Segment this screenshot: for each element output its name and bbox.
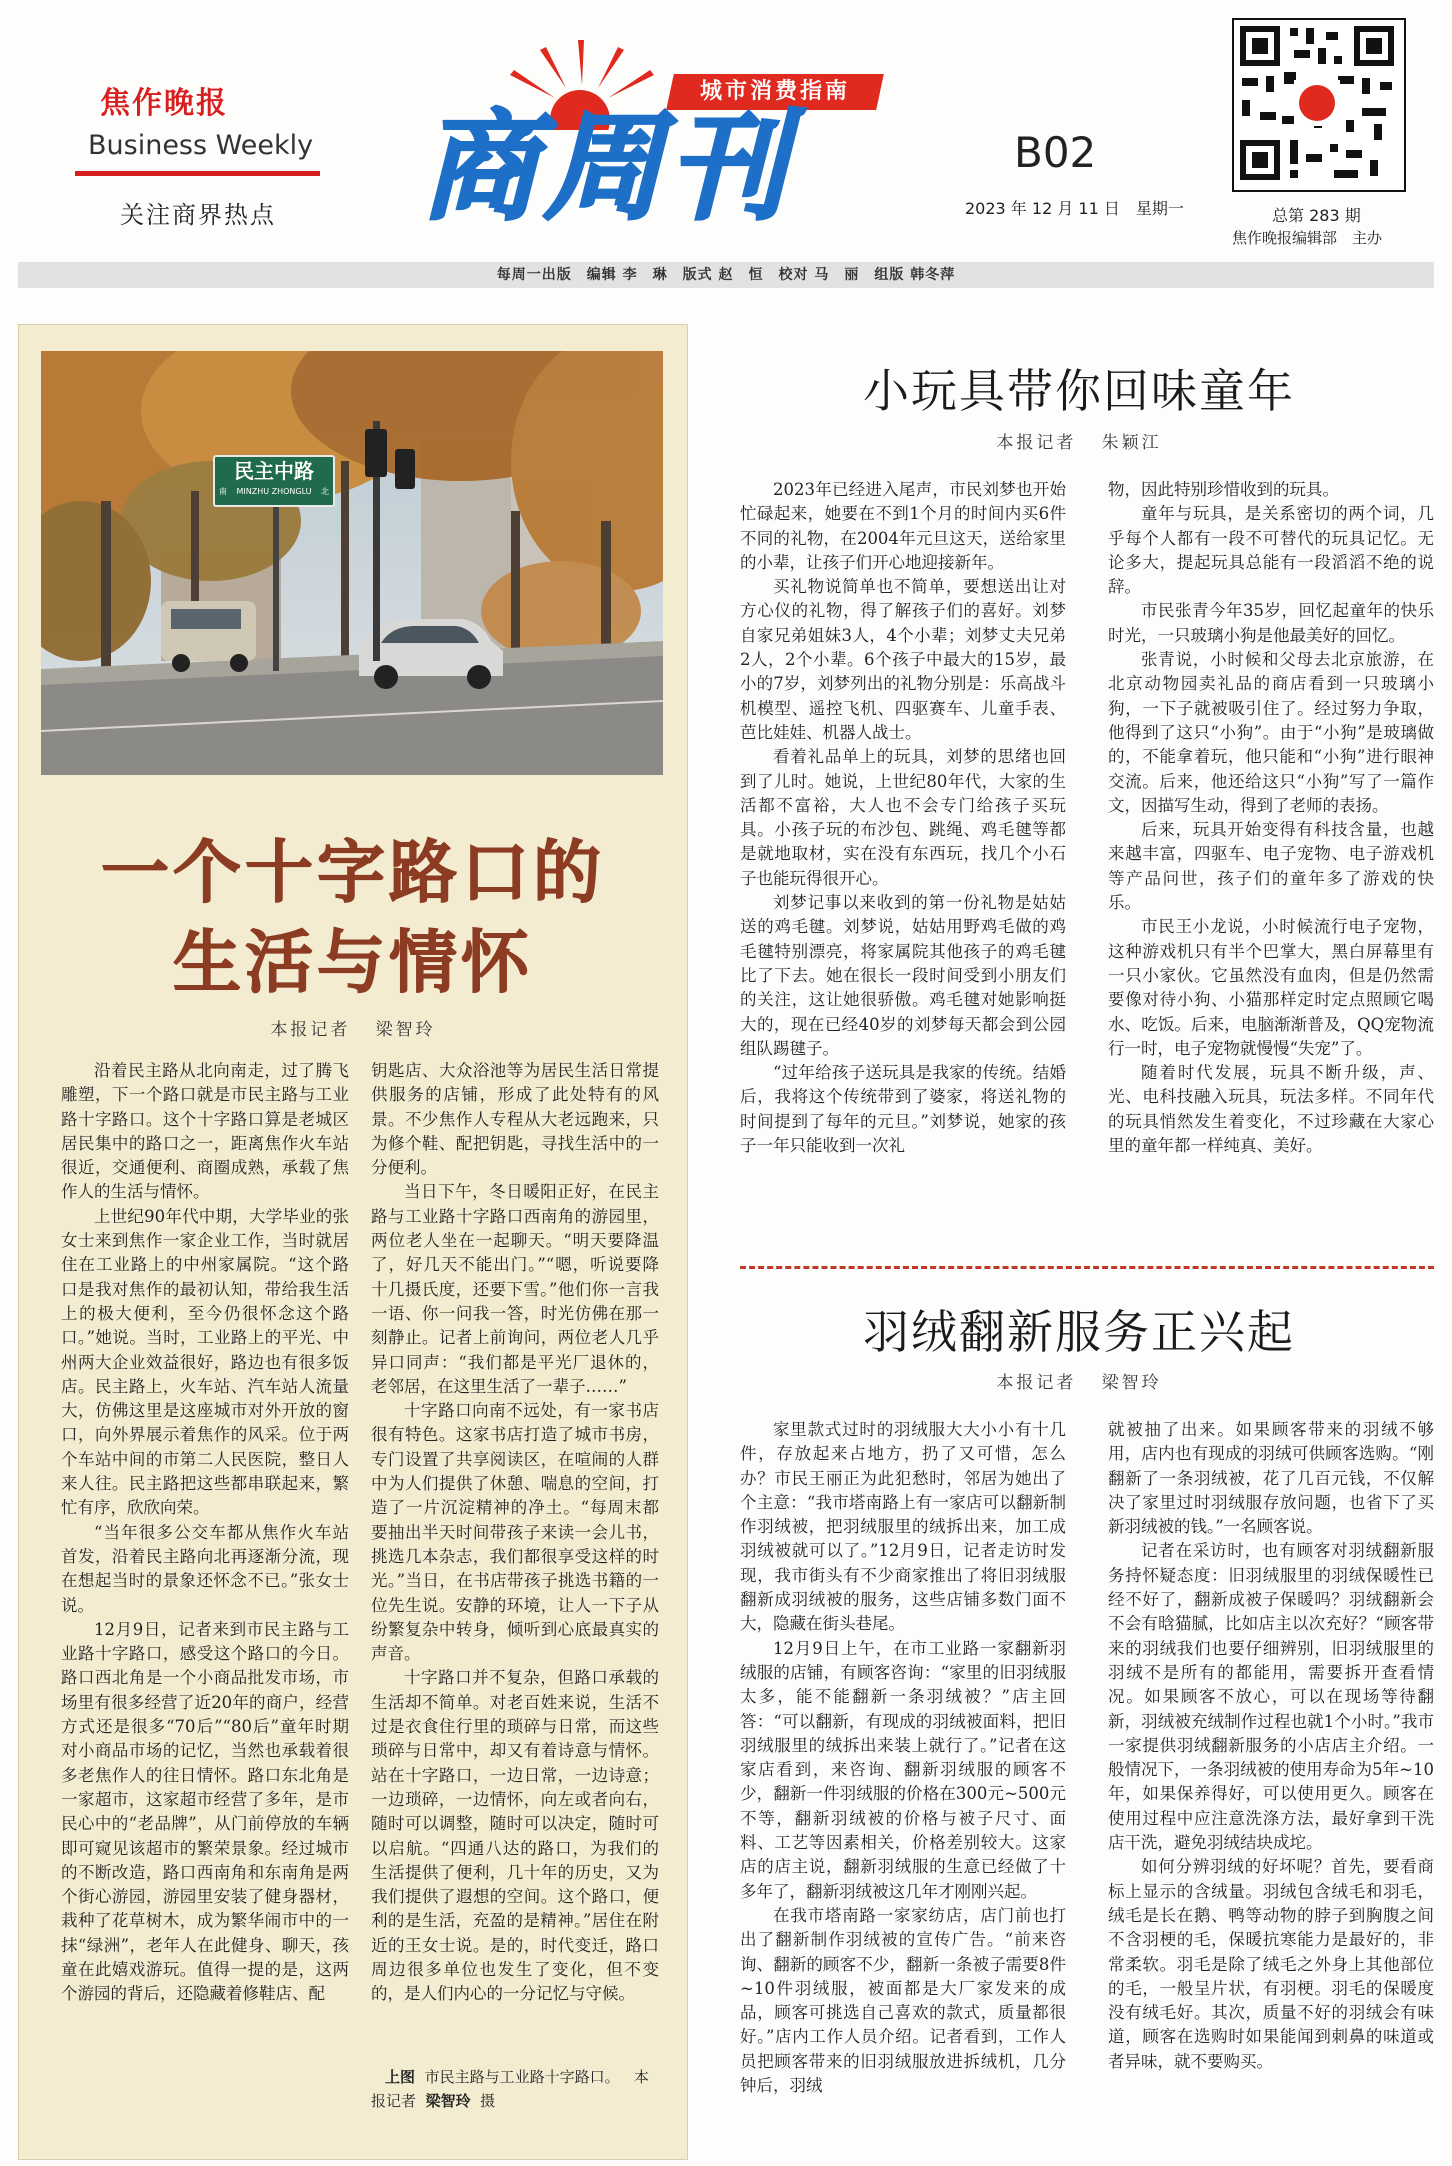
paragraph: 家里款式过时的羽绒服大大小小有十几件，存放起来占地方，扔了又可惜，怎么办？市民王丽正为此犯愁时，邻居为她出了个主意：“我市塔南路上有一家店可以翻新制作羽绒被，把羽绒服里的绒拆出来，加工成羽绒被就可以了。”12月9日，记者走访时发现，我市街头有不少商家推出了将旧羽绒服翻新成羽绒被的服务，这些店铺多数门面不大，隐藏在街头巷尾。	[740, 1420, 1066, 1634]
tagline: 关注商界热点	[120, 201, 276, 229]
street-sign	[213, 455, 335, 507]
feature-headline-line1: 一个十字路口的	[100, 834, 605, 913]
paragraph: 后来，玩具开始变得有科技含量，也越来越丰富，四驱车、电子宠物、电子游戏机等产品问世，孩子们的童年多了游戏的快乐。	[1108, 820, 1434, 913]
article-divider	[740, 1266, 1434, 1269]
paragraph: 2023年已经进入尾声，市民刘梦也开始忙碌起来，她要在不到1个月的时间内买6件不同的礼物，在2004年元旦这天，送给家里的小辈，让孩子们开心地迎接新年。	[740, 480, 1066, 572]
english-name: Business Weekly	[88, 130, 314, 161]
paragraph: 刘梦记事以来收到的第一份礼物是姑姑送的鸡毛毽。刘梦说，姑姑用野鸡毛做的鸡毛毽特别漂亮，将家属院其他孩子的鸡毛毽比了下去。她在很长一段时间受到小朋友们的关注，这让她很骄傲。鸡毛毽对她影响挺大的，现在已经40岁的刘梦每天都会到公园组队踢毽子。	[740, 893, 1066, 1058]
street-sign-en: MINZHU ZHONGLU	[236, 487, 312, 496]
article2-column-2	[1108, 1418, 1434, 2154]
feature-panel	[18, 324, 688, 2160]
paragraph: 在我市塔南路一家家纺店，店门前也打出了翻新制作羽绒被的宣传广告。“前来咨询、翻新的顾客不少，翻新一条被子需要8件~10件羽绒服，被面都是大厂家发来的成品，顾客可挑选自己喜欢的款式，质量都很好。”店内工作人员介绍。记者看到，工作人员把顾客带来的旧羽绒服放进拆绒机，几分钟后，羽绒	[740, 1905, 1066, 2096]
paragraph: 当日下午，冬日暖阳正好，在民主路与工业路十字路口西南角的游园里，两位老人坐在一起聊天。“明天要降温了，好几天不能出门。”“嗯，听说要降十几摄氏度，还要下雪。”他们你一言我一语、你一问我一答，时光仿佛在那一刻静止。记者上前询问，两位老人几乎异口同声：“我们都是平光厂退休的，老邻居，在这里生活了一辈子……”	[371, 1182, 659, 1396]
masthead	[0, 0, 1452, 285]
paragraph: “过年给孩子送玩具是我家的传统。结婚后，我将这个传统带到了婆家，将送礼物的时间提到了每年的元旦。”刘梦说，她家的孩子一年只能收到一次礼	[740, 1063, 1066, 1156]
paragraph: 就被抽了出来。如果顾客带来的羽绒不够用，店内也有现成的羽绒可供顾客选购。“刚翻新了一条羽绒被，花了几百元钱，不仅解决了家里过时羽绒服存放问题，也省下了买新羽绒被的钱。”一名顾客说。	[1108, 1420, 1434, 1537]
feature-column-2	[371, 1059, 659, 2061]
paragraph: 市民张青今年35岁，回忆起童年的快乐时光，一只玻璃小狗是他最美好的回忆。	[1108, 601, 1434, 645]
paragraph: 看着礼品单上的玩具，刘梦的思绪也回到了儿时。她说，上世纪80年代，大家的生活都不富裕，大人也不会专门给孩子买玩具。小孩子玩的布沙包、跳绳、鸡毛毽等都是就地取材，实在没有东西玩，找几个小石子也能玩得很开心。	[740, 747, 1066, 888]
logo-main-title: 商周刊	[420, 98, 793, 236]
article2-column-1	[740, 1418, 1066, 2154]
paragraph: “当年很多公交车都从焦作火车站首发，沿着民主路向北再逐渐分流，现在想起当时的景象还怀念不已。”张女士说。	[61, 1522, 349, 1615]
paragraph: 买礼物说简单也不简单，要想送出让对方心仪的礼物，得了解孩子们的喜好。刘梦自家兄弟姐妹3人，4个小辈；刘梦丈夫兄弟2人，2个小辈。6个孩子中最大的15岁，最小的7岁，刘梦列出的礼物分别是：乐高战斗机模型、遥控飞机、四驱赛车、儿童手表、芭比娃娃、机器人战士。	[740, 577, 1066, 742]
article1-column-1	[740, 478, 1066, 1248]
article2-byline: 本报记者 梁智玲	[996, 1373, 1162, 1393]
publisher: 焦作晚报编辑部 主办	[1232, 229, 1383, 247]
paragraph: 十字路口向南不远处，有一家书店很有特色。这家书店打造了城市书房，专门设置了共享阅读区，在喧闹的人群中为人们提供了休憩、喘息的空间，打造了一片沉淀精神的净土。“每周末都要抽出半天时间带孩子来读一会儿书，挑选几本杂志，我们都很享受这样的时光。”当日，在书店带孩子挑选书籍的一位先生说。安静的环境，让人一下子从纷繁复杂中转身，倾听到心底最真实的声音。	[371, 1401, 659, 1664]
paragraph: 上世纪90年代中期，大学毕业的张女士来到焦作一家企业工作，当时就居住在工业路上的中州家属院。“这个路口是我对焦作的最初认知，带给我生活上的极大便利，至今仍很怀念这个路口。”她说。当时，工业路上的平光、中州两大企业效益很好，路边也有很多饭店。民主路上，火车站、汽车站人流量大，仿佛这里是这座城市对外开放的窗口，向外界展示着焦作的风采。位于两个车站中间的市第二人民医院，整日人来人往。民主路把这些都串联起来，繁忙有序，欣欣向荣。	[61, 1206, 349, 1518]
paper-name: 焦作晚报	[100, 86, 228, 121]
paragraph: 随着时代发展，玩具不断升级，声、光、电科技融入玩具，玩法多样。不同年代的玩具悄然发生着变化，不过珍藏在大家心里的童年都一样纯真、美好。	[1108, 1063, 1434, 1156]
paragraph: 钥匙店、大众浴池等为居民生活日常提供服务的店铺，形成了此处特有的风景。不少焦作人专程从大老远跑来，只为修个鞋、配把钥匙，寻找生活中的一分便利。	[371, 1061, 659, 1178]
street-sign-north: 北	[321, 487, 329, 496]
street-sign-south: 南	[219, 487, 227, 496]
paragraph: 市民王小龙说，小时候流行电子宠物，这种游戏机只有半个巴掌大，黑白屏幕里有一只小家伙。它虽然没有血肉，但是仍然需要像对待小狗、小猫那样定时定点照顾它喝水、吃饭。后来，电脑渐渐普及，QQ宠物流行一时，电子宠物就慢慢“失宠”了。	[1108, 917, 1434, 1058]
page-number: B02	[1014, 128, 1097, 177]
article1-byline: 本报记者 朱颖江	[996, 433, 1162, 453]
paragraph: 12月9日，记者来到市民主路与工业路十字路口，感受这个路口的今日。路口西北角是一个小商品批发市场，市场里有很多经营了近20年的商户，经营方式还是很多“70后”“80后”童年时期对小商品市场的记忆，当然也承载着很多老焦作人的往日情怀。路口东北角是一家超市，这家超市经营了多年，是市民心中的“老品牌”，从门前停放的车辆即可窥见该超市的繁荣景象。经过城市的不断改造，路口西南角和东南角是两个街心游园，游园里安装了健身器材，栽种了花草树木，成为繁华闹市中的一抹“绿洲”，老年人在此健身、聊天，孩童在此嬉戏游玩。值得一提的是，这两个游园的背后，还隐藏着修鞋店、配	[61, 1619, 349, 2004]
paragraph: 12月9日上午，在市工业路一家翻新羽绒服的店铺，有顾客咨询：“家里的旧羽绒服太多，能不能翻新一条羽绒被？”店主回答：“可以翻新，有现成的羽绒被面料，把旧羽绒服里的绒拆出来装上就行了。”记者在这家店看到，来咨询、翻新羽绒服的顾客不少，翻新一件羽绒服的价格在300元~500元不等，翻新羽绒被的价格与被子尺寸、面料、工艺等因素相关，价格差别较大。这家店的店主说，翻新羽绒服的生意已经做了十多年了，翻新羽绒被这几年才刚刚兴起。	[740, 1638, 1066, 1901]
paragraph: 物，因此特别珍惜收到的玩具。	[1108, 480, 1339, 499]
feature-byline: 本报记者 梁智玲	[270, 1020, 436, 1040]
issue-number: 总第 283 期	[1272, 206, 1361, 225]
article2-title: 羽绒翻新服务正兴起	[863, 1305, 1295, 1359]
article1-column-2	[1108, 478, 1434, 1248]
street-photo	[41, 351, 663, 775]
article1-title: 小玩具带你回味童年	[863, 364, 1295, 418]
issue-date: 2023 年 12 月 11 日 星期一	[965, 199, 1184, 218]
paragraph: 童年与玩具，是关系密切的两个词，几乎每个人都有一段不可替代的玩具记忆。无论多大，提起玩具总能有一段滔滔不绝的说辞。	[1108, 504, 1434, 597]
paragraph: 十字路口并不复杂，但路口承载的生活却不简单。对老百姓来说，生活不过是衣食住行里的琐碎与日常，而这些琐碎与日常中，却又有着诗意与情怀。站在十字路口，一边日常，一边诗意；一边琐碎，一边情怀，向左或者向右，随时可以调整，随时可以决定，随时可以启航。“四通八达的路口，为我们的生活提供了便利，几十年的历史，又为我们提供了遐想的空间。这个路口，便利的是生活，充盈的是精神。”居住在附近的王女士说。是的，时代变迁，路口周边很多单位也发生了变化，但不变的，是人们内心的一分记忆与守候。	[371, 1668, 659, 2004]
feature-headline-line2: 生活与情怀	[172, 924, 533, 1003]
paragraph: 张青说，小时候和父母去北京旅游，在北京动物园卖礼品的商店看到一只玻璃小狗，一下子就被吸引住了。经过努力争取，他得到了这只“小狗”。由于“小狗”是玻璃做的，不能拿着玩，他只能和“小狗”进行眼神交流。后来，他还给这只“小狗”写了一篇作文，因描写生动，得到了老师的表扬。	[1108, 650, 1434, 815]
feature-column-1	[61, 1059, 349, 2145]
paragraph: 记者在采访时，也有顾客对羽绒翻新服务持怀疑态度：旧羽绒服里的羽绒保暖性已经不好了，翻新成被子保暖吗？羽绒翻新会不会有晗猫腻，比如店主以次充好？“顾客带来的羽绒我们也要仔细辨别，旧羽绒服里的羽绒不是所有的都能用，需要拆开查看情况。如果顾客不放心，可以在现场等待翻新，羽绒被充绒制作过程也就1个小时。”我市一家提供羽绒翻新服务的小店店主介绍。一般情况下，一条羽绒被的使用寿命为5年~10年，如果保养得好，可以使用更久。顾客在使用过程中应注意洗涤方法，最好拿到干洗店干洗，避免羽绒结块成坨。	[1108, 1541, 1434, 1853]
paragraph: 沿着民主路从北向南走，过了腾飞雕塑，下一个路口就是市民主路与工业路十字路口。这个十字路口算是老城区居民集中的路口之一，距离焦作火车站很近，交通便利、商圈成熟，承载了焦作人的生活与情怀。	[61, 1061, 349, 1202]
credits-bar: 每周一出版 编辑 李 琳 版式 赵 恒 校对 马 丽 组版 韩冬萍	[18, 262, 1434, 288]
masthead-red-rule	[75, 171, 320, 176]
paragraph: 如何分辨羽绒的好坏呢？首先，要看商标上显示的含绒量。羽绒包含绒毛和羽毛，绒毛是长在鹅、鸭等动物的脖子到胸腹之间不含羽梗的毛，保暖抗寒能力是最好的，非常柔软。羽毛是除了绒毛之外身上其他部位的毛，一般呈片状，有羽梗。羽毛的保暖度没有绒毛好。其次，质量不好的羽绒会有味道，顾客在选购时如果能闻到刺鼻的味道或者异味，就不要购买。	[1108, 1857, 1434, 2071]
qr-code	[1232, 18, 1406, 192]
logo-top-banner: 城市消费指南	[666, 74, 884, 110]
logo	[420, 40, 900, 240]
street-sign-cn: 民主中路	[234, 459, 314, 483]
photo-caption: 上图 市民主路与工业路十字路口。 本报记者 梁智玲 摄	[371, 2068, 649, 2110]
